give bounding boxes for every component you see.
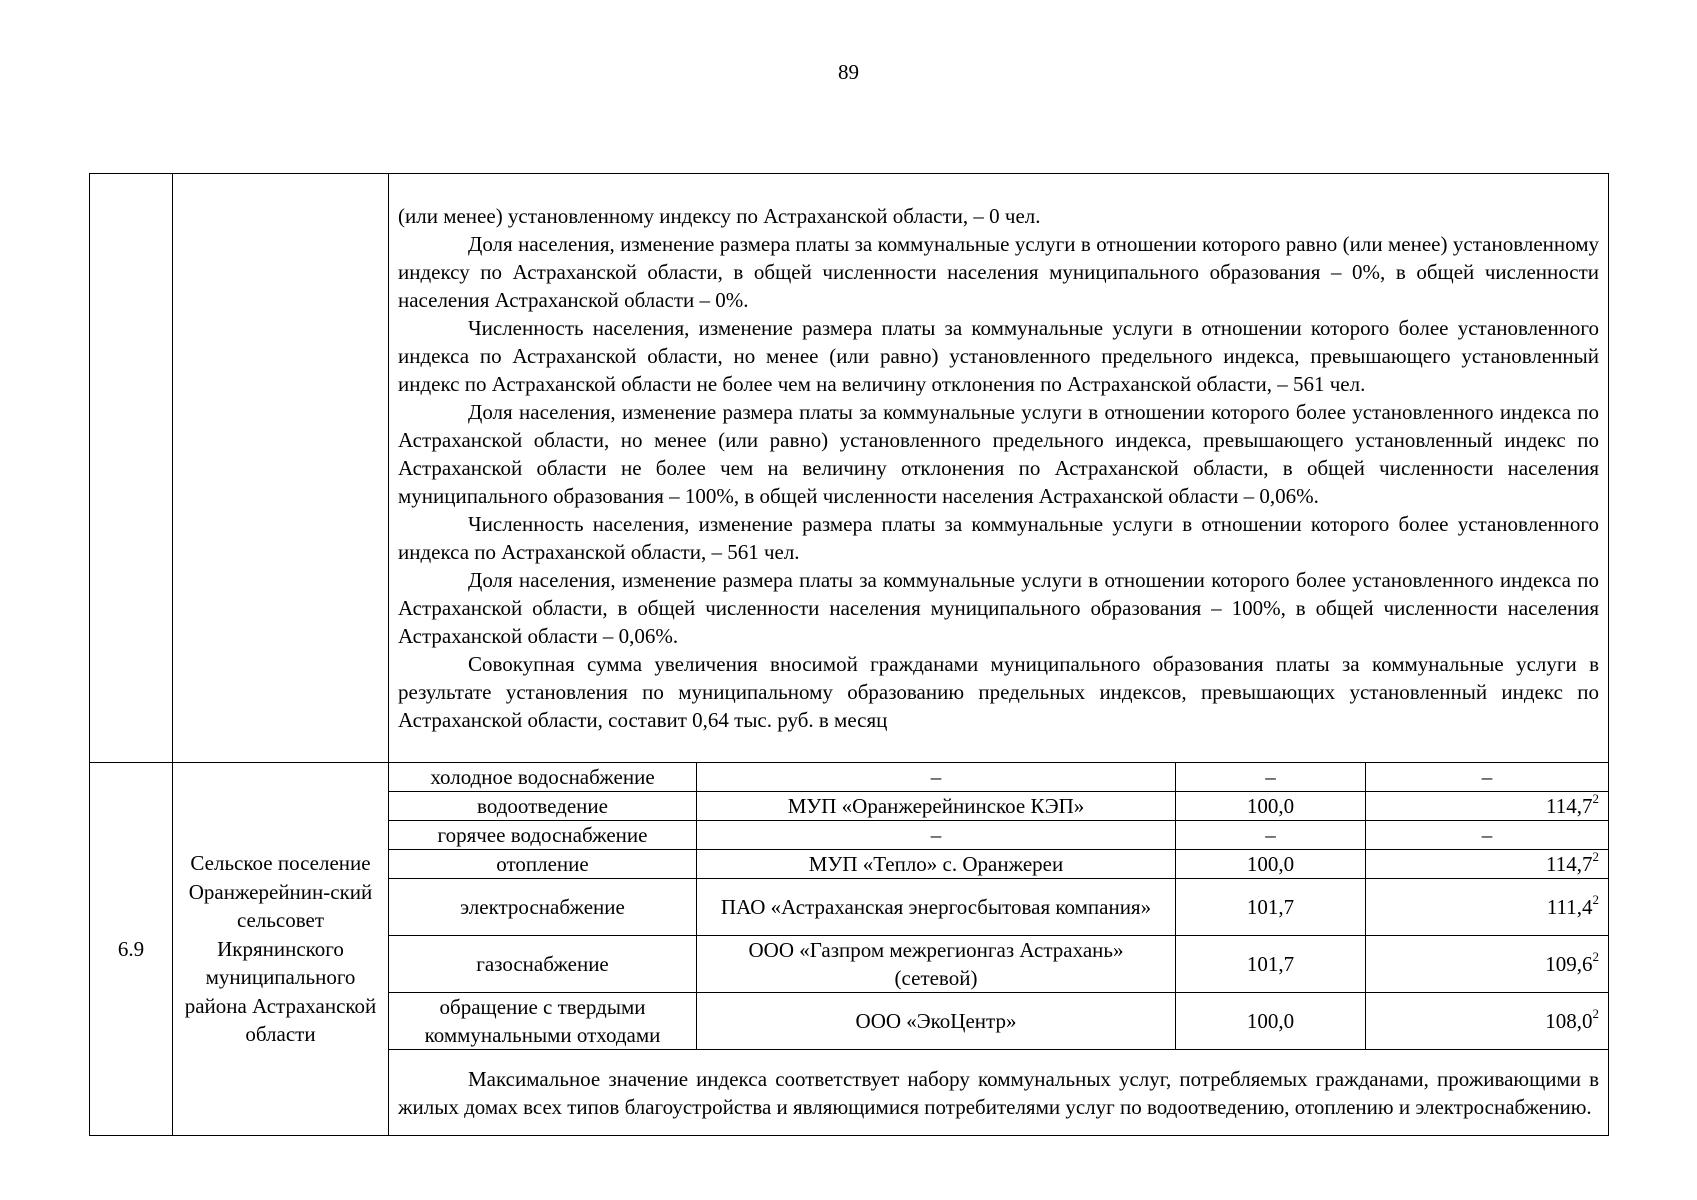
provider-name: ООО «Газпром межрегионгаз Астрахань» (сетевой) [697,936,1176,993]
provider-name: ООО «ЭкоЦентр» [697,993,1176,1050]
limit-index-value: 109,6 [1545,952,1593,976]
limit-index-value: 114,7 [1546,794,1593,818]
footnote-mark: 2 [1592,1006,1600,1021]
service-name: отопление [389,850,697,879]
service-name: водоотведение [389,792,697,821]
limit-index-value: – [1366,821,1609,850]
table-row-continuation [90,174,1609,763]
index-value: 100,0 [1176,850,1366,879]
service-name: холодное водоснабжение [389,763,697,792]
footnote-mark: 2 [1592,949,1600,964]
footnote-mark: 2 [1592,791,1600,806]
paragraph: (или менее) установленному индексу по Астраханской области, – 0 чел. [398,204,1041,228]
provider-name: – [697,821,1176,850]
paragraph: Доля населения, изменение размера платы за коммунальные услуги в отношении которого более установленного индекса по Астраханской области, в общей численности населения муниципального образования – 100%, в общей численности населения Астраханской области – 0,06%. [398,568,1600,648]
provider-name: МУП «Тепло» с. Оранжереи [697,850,1176,879]
note-cell [389,1050,1609,1136]
municipality-name: Сельское поселение Оранжерейнин-ский сельсовет Икрянинского муниципального района Астраханской области [173,763,389,1136]
limit-index-value: 111,4 [1546,895,1593,919]
limit-index-value: 108,0 [1545,1009,1593,1033]
index-value: – [1176,763,1366,792]
footnote-mark: 2 [1592,892,1600,907]
limit-index-cell [1366,936,1609,993]
limit-index-cell [1366,879,1609,936]
index-value: 101,7 [1176,879,1366,936]
limit-index-cell [1366,792,1609,821]
limit-index-value: – [1366,763,1609,792]
index-value: 100,0 [1176,993,1366,1050]
provider-name: ПАО «Астраханская энергосбытовая компания» [697,879,1176,936]
index-value: 100,0 [1176,792,1366,821]
paragraph: Доля населения, изменение размера платы за коммунальные услуги в отношении которого более установленного индекса по Астраханской области, но менее (или равно) установленного предельного индекса, превышающего установленный индекс по Астраханской области не более чем на величину отклонения по Астраханской области, в общей численности населения муниципального образования – 100%, в общей численности населения Астраханской области – 0,06%. [398,400,1600,508]
table-row [90,763,1609,792]
service-name: электроснабжение [389,879,697,936]
empty-number-cell [90,174,173,763]
paragraph: Совокупная сумма увеличения вносимой гражданами муниципального образования платы за коммунальные услуги в результате установления по муниципальному образованию предельных индексов, превышающих установленный индекс по Астраханской области, составит 0,64 тыс. руб. в месяц [398,652,1600,732]
paragraph: Доля населения, изменение размера платы за коммунальные услуги в отношении которого равно (или менее) установленному индексу по Астраханской области, в общей численности населения муниципального образования – 0%, в общей численности населения Астраханской области – 0%. [398,232,1600,312]
limit-index-cell [1366,993,1609,1050]
note-text: Максимальное значение индекса соответствует набору коммунальных услуг, потребляемых гражданами, проживающими в жилых домах всех типов благоустройства и являющимися потребителями услуг по водоотведению, отоплению и электроснабжению. [398,1066,1600,1119]
paragraph: Численность населения, изменение размера платы за коммунальные услуги в отношении которого более установленного индекса по Астраханской области, но менее (или равно) установленного предельного индекса, превышающего установленный индекс по Астраханской области не более чем на величину отклонения по Астраханской области, – 561 чел. [398,316,1600,396]
service-name: горячее водоснабжение [389,821,697,850]
provider-name: МУП «Оранжерейнинское КЭП» [697,792,1176,821]
index-value: 101,7 [1176,936,1366,993]
provider-name: – [697,763,1176,792]
section-number: 6.9 [90,763,173,1136]
limit-index-value: 114,7 [1546,852,1593,876]
empty-name-cell [173,174,389,763]
footnote-mark: 2 [1592,849,1600,864]
tariff-table [89,173,1609,1136]
continuation-text-cell [389,174,1609,763]
paragraph: Численность населения, изменение размера платы за коммунальные услуги в отношении которого более установленного индекса по Астраханской области, – 561 чел. [398,512,1600,564]
service-name: газоснабжение [389,936,697,993]
service-name: обращение с твердыми коммунальными отходами [389,993,697,1050]
page-number: 89 [838,60,859,84]
index-value: – [1176,821,1366,850]
limit-index-cell [1366,850,1609,879]
